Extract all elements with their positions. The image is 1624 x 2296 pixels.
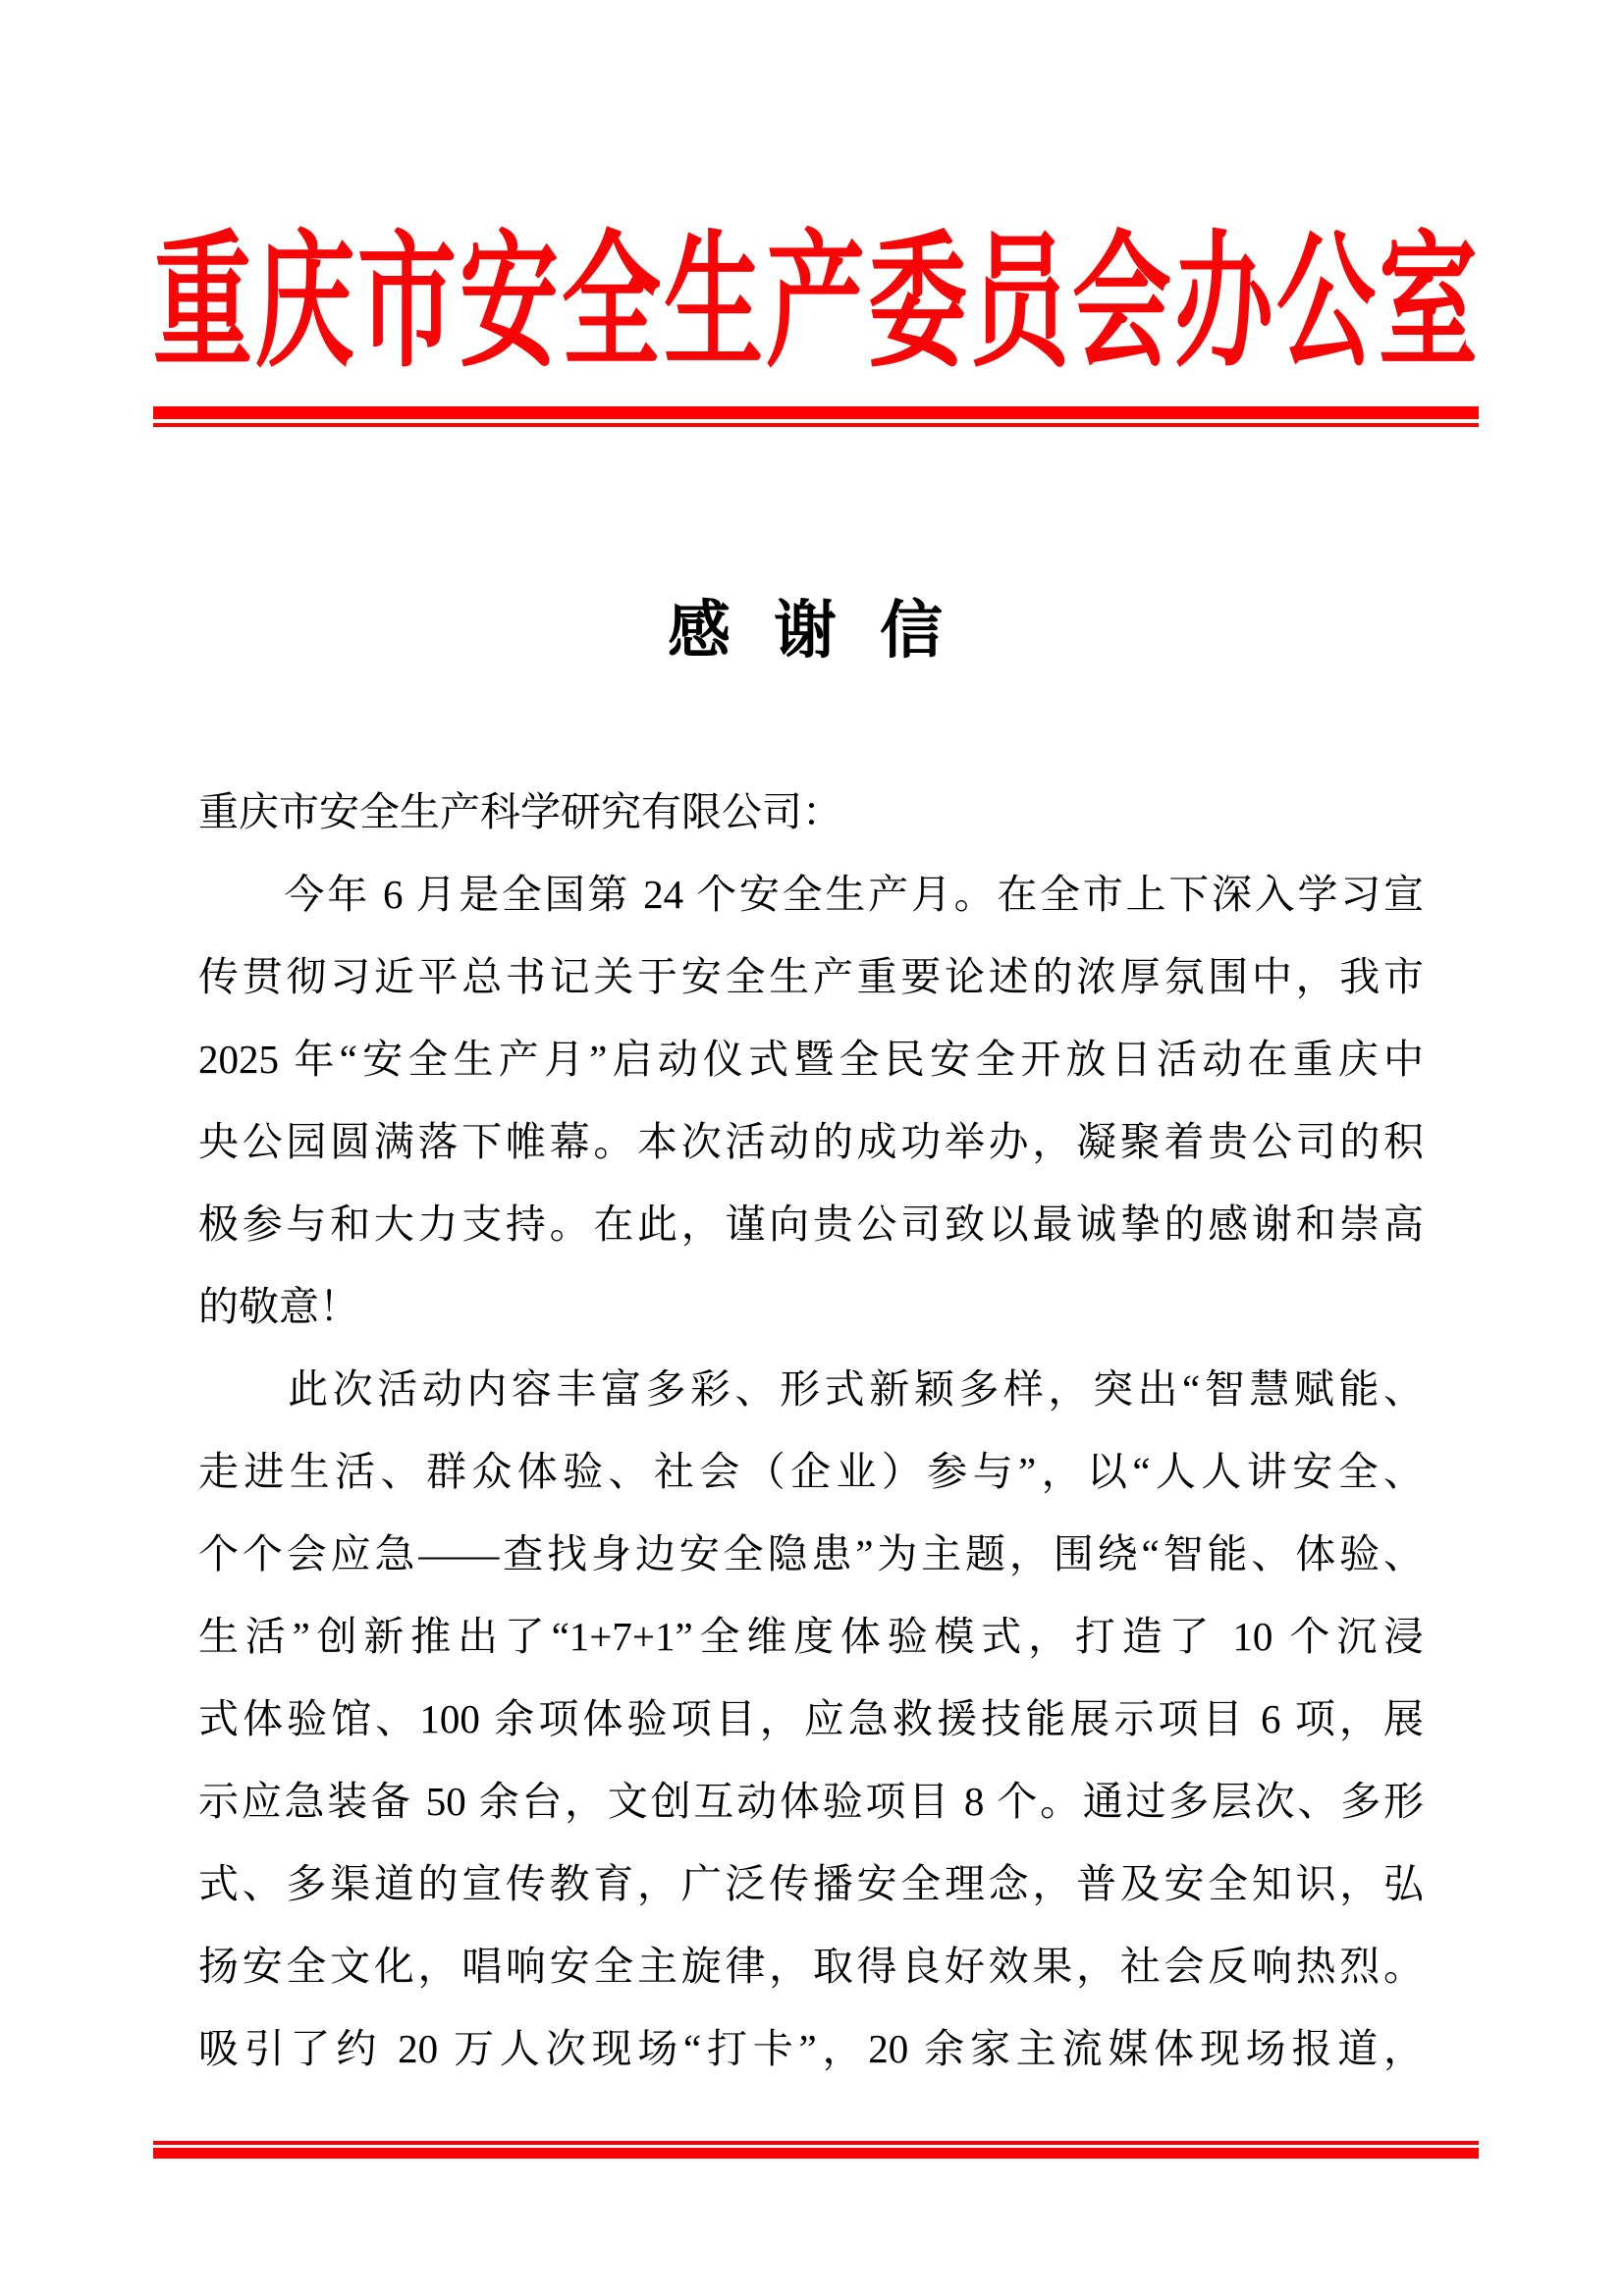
- body-line: 扬安全文化，唱响安全主旋律，取得良好效果，社会反响热烈。: [198, 1944, 1424, 1989]
- body-line: 此次活动内容丰富多彩、形式新颖多样，突出“智慧赋能、: [198, 1366, 1424, 1412]
- body-line: 今年 6 月是全国第 24 个安全生产月。在全市上下深入学习宣: [198, 872, 1424, 917]
- body-line: 极参与和大力支持。在此，谨向贵公司致以最诚挚的感谢和崇高: [198, 1201, 1424, 1247]
- header-rule-thick: [153, 406, 1479, 419]
- body-line: 央公园圆满落下帷幕。本次活动的成功举办，凝聚着贵公司的积: [198, 1119, 1424, 1164]
- body-line: 示应急装备 50 余台，文创互动体验项目 8 个。通过多层次、多形: [198, 1779, 1424, 1824]
- footer-rule-thin: [153, 2141, 1479, 2145]
- body-line: 的敬意！: [198, 1284, 359, 1329]
- body-line: 重庆市安全生产科学研究有限公司：: [198, 789, 842, 834]
- body-line: 2025 年“安全生产月”启动仪式暨全民安全开放日活动在重庆中: [198, 1037, 1424, 1082]
- letterhead-title: 重庆市安全生产委员会办公室: [153, 222, 1482, 385]
- body-line: 吸引了约 20 万人次现场“打卡”，20 余家主流媒体现场报道，: [198, 2026, 1424, 2071]
- body-line: 生活”创新推出了“1+7+1”全维度体验模式，打造了 10 个沉浸: [198, 1614, 1424, 1659]
- body-line: 走进生活、群众体验、社会（企业）参与”，以“人人讲安全、: [198, 1449, 1424, 1494]
- footer-rule-thick: [153, 2148, 1479, 2159]
- header-rule-thin: [153, 423, 1479, 427]
- body-line: 个个会应急——查找身边安全隐患”为主题，围绕“智能、体验、: [198, 1531, 1424, 1576]
- body-line: 式、多渠道的宣传教育，广泛传播安全理念，普及安全知识，弘: [198, 1861, 1424, 1906]
- letter-body: [198, 771, 1424, 2090]
- body-line: 式体验馆、100 余项体验项目，应急救援技能展示项目 6 项，展: [198, 1696, 1424, 1741]
- document-title: 感 谢 信: [668, 596, 956, 666]
- body-line: 传贯彻习近平总书记关于安全生产重要论述的浓厚氛围中，我市: [198, 954, 1424, 999]
